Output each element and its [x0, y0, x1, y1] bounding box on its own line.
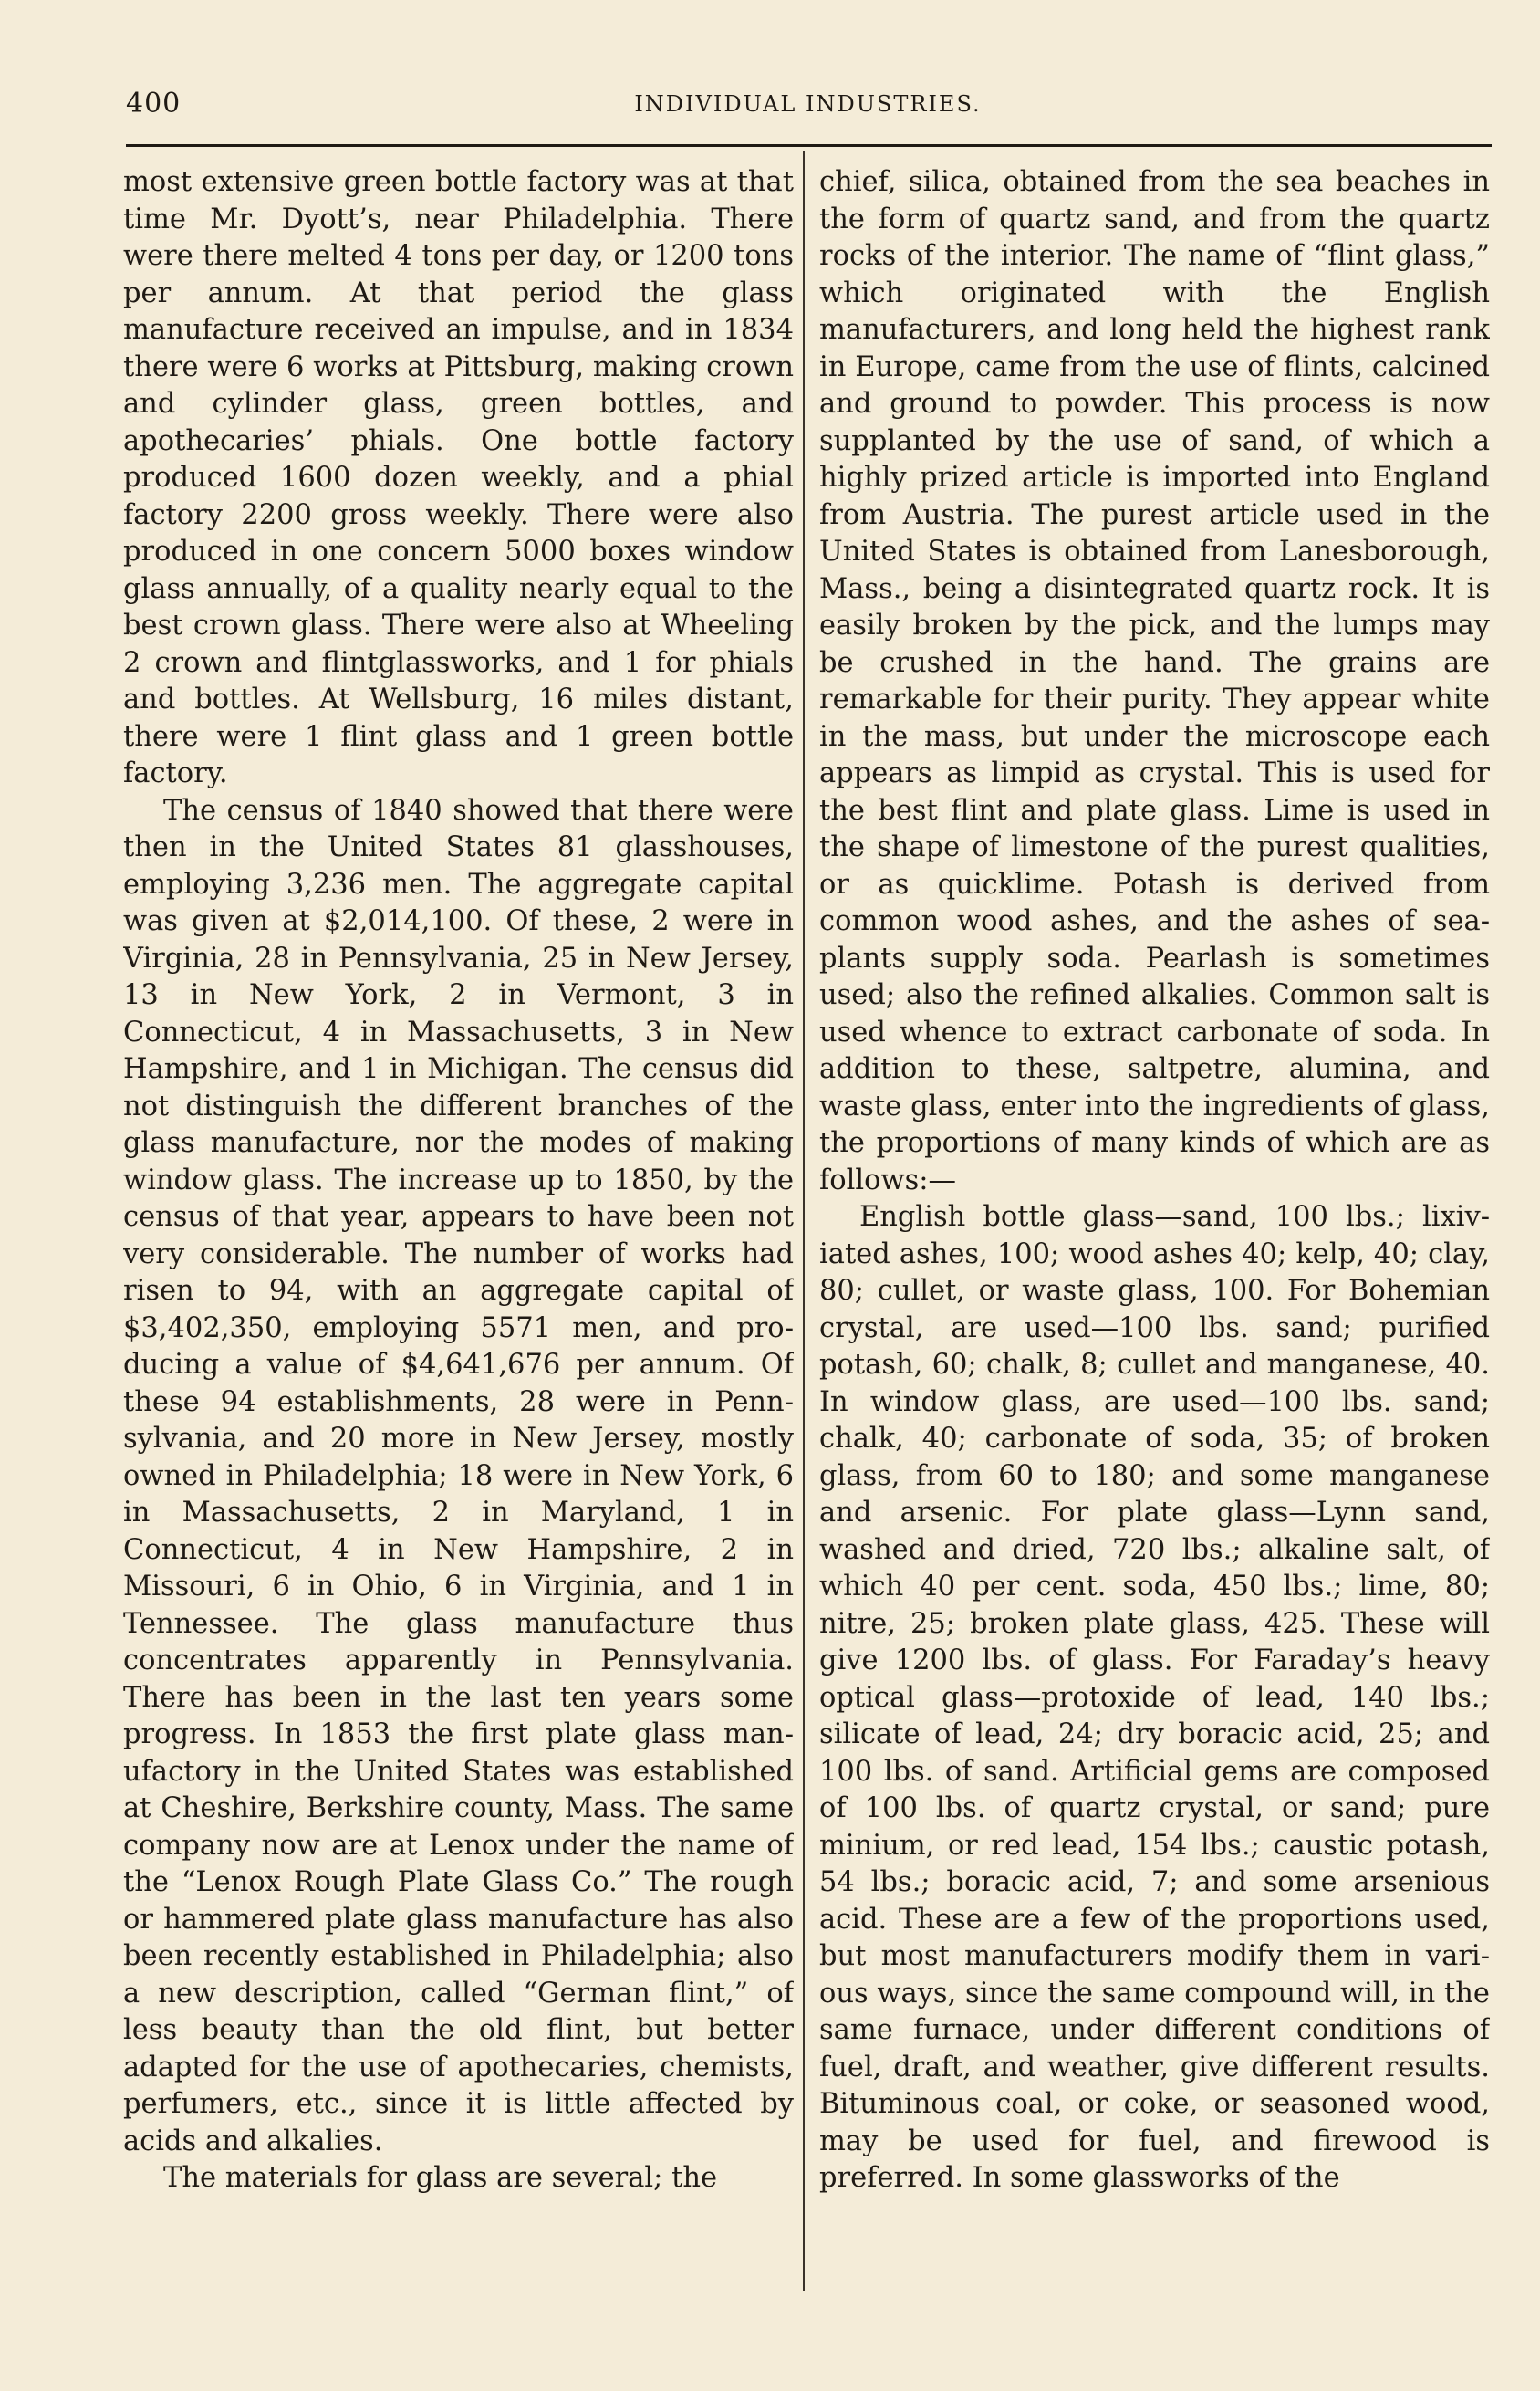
page-header — [126, 88, 1490, 131]
paragraph: The materials for glass are several; the — [163, 2162, 718, 2194]
paragraph: English bottle glass—sand, 100 lbs.; lixiviated ashes, 100; wood ashes 40; kelp, 40; clay, 80; cullet, or waste glass, 100. For Bohemian crystal, are used—100 lbs. sand; purified potash, 60; chalk, 8; cullet and manganese, 40. In window glass, are used—100 lbs. sand; chalk, 40; carbonate of soda, 35; of broken glass, from 60 to 180; and some manganese and arsenic. For plate glass—Lynn sand, washed and dried, 720 lbs.; alkaline salt, of which 40 per cent. soda, 450 lbs.; lime, 80; nitre, 25; broken plate glass, 425. These will give 1200 lbs. of glass. For Faraday’s heavy optical glass—protoxide of lead, 140 lbs.; silicate of lead, 24; dry boracic acid, 25; and 100 lbs. of sand. Artificial gems are composed of 100 lbs. of quartz crystal, or sand; pure minium, or red lead, 154 lbs.; caustic potash, 54 lbs.; boracic acid, 7; and some arsenious acid. These are a few of the proportions used, but most manufacturers modify them in various ways, since the same compound will, in the same furnace, under different conditions of fuel, draft, and weather, give different results. Bituminous coal, or coke, or seasoned wood, may be used for fuel, and firewood is preferred. In some glassworks of the — [819, 1201, 1490, 2194]
paragraph: chief, silica, obtained from the sea beaches in the form of quartz sand, and from the quartz rocks of the interior. The name of “flint glass,” which originated with the English manufacturers, and long held the highest rank in Europe, came from the use of flints, calcined and ground to powder. This process is now supplanted by the use of sand, of which a highly prized article is imported into England from Austria. The purest article used in the United States is obtained from Lanesborough, Mass., being a disintegrated quartz rock. It is easily broken by the pick, and the lumps may be crushed in the hand. The grains are remarkable for their purity. They appear white in the mass, but under the microscope each appears as limpid as crystal. This is used for the best flint and plate glass. Lime is used in the shape of limestone of the purest qualities, or as quicklime. Potash is derived from common wood ashes, and the ashes of sea-plants supply soda. Pearlash is sometimes used; also the refined alkalies. Common salt is used whence to extract carbonate of soda. In addition to these, saltpetre, alumina, and waste glass, enter into the ingredients of glass, the proportions of many kinds of which are as follows:— — [819, 166, 1490, 1196]
paragraph: The census of 1840 showed that there were then in the United States 81 glasshouses, employing 3,236 men. The aggregate capital was given at $2,014,100. Of these, 2 were in Virginia, 28 in Pennsylvania, 25 in New Jersey, 13 in New York, 2 in Vermont, 3 in Connecticut, 4 in Massachusetts, 3 in New Hampshire, and 1 in Michigan. The census did not distinguish the different branches of the glass manufacture, nor the modes of making window glass. The increase up to 1850, by the census of that year, appears to have been not very considerable. The number of works had risen to 94, with an aggregate capital of $3,402,350, employing 5571 men, and producing a value of $4,641,676 per annum. Of these 94 establishments, 28 were in Pennsylvania, and 20 more in New Jersey, mostly owned in Philadelphia; 18 were in New York, 6 in Massachusetts, 2 in Maryland, 1 in Connecticut, 4 in New Hampshire, 2 in Missouri, 6 in Ohio, 6 in Virginia, and 1 in Tennessee. The glass manufacture thus concentrates apparently in Pennsylvania. There has been in the last ten years some progress. In 1853 the first plate glass manufactory in the United States was established at Cheshire, Berkshire county, Mass. The same company now are at Lenox under the name of the “Lenox Rough Plate Glass Co.” The rough or hammered plate glass manufacture has also been recently established in Philadelphia; also a new description, called “German flint,” of less beauty than the old flint, but better adapted for the use of apothecaries, chemists, perfumers, etc., since it is little affected by acids and alkalies. — [123, 794, 794, 2157]
page-number: 400 — [126, 88, 182, 120]
left-column — [123, 164, 794, 2281]
right-column — [819, 164, 1490, 2281]
column-divider — [803, 151, 805, 2291]
paragraph: most extensive green bottle factory was at that time Mr. Dyott’s, near Philadelphia. There were there melted 4 tons per day, or 1200 tons per annum. At that period the glass manufacture received an impulse, and in 1834 there were 6 works at Pittsburg, making crown and cylinder glass, green bottles, and apothecaries’ phials. One bottle factory produced 1600 dozen weekly, and a phial factory 2200 gross weekly. There were also produced in one concern 5000 boxes window glass annually, of a quality nearly equal to the best crown glass. There were also at Wheeling 2 crown and flintglassworks, and 1 for phials and bottles. At Wellsburg, 16 miles distant, there were 1 flint glass and 1 green bottle factory. — [123, 166, 794, 789]
header-rule — [126, 144, 1492, 147]
running-title: INDIVIDUAL INDUSTRIES. — [634, 91, 982, 117]
